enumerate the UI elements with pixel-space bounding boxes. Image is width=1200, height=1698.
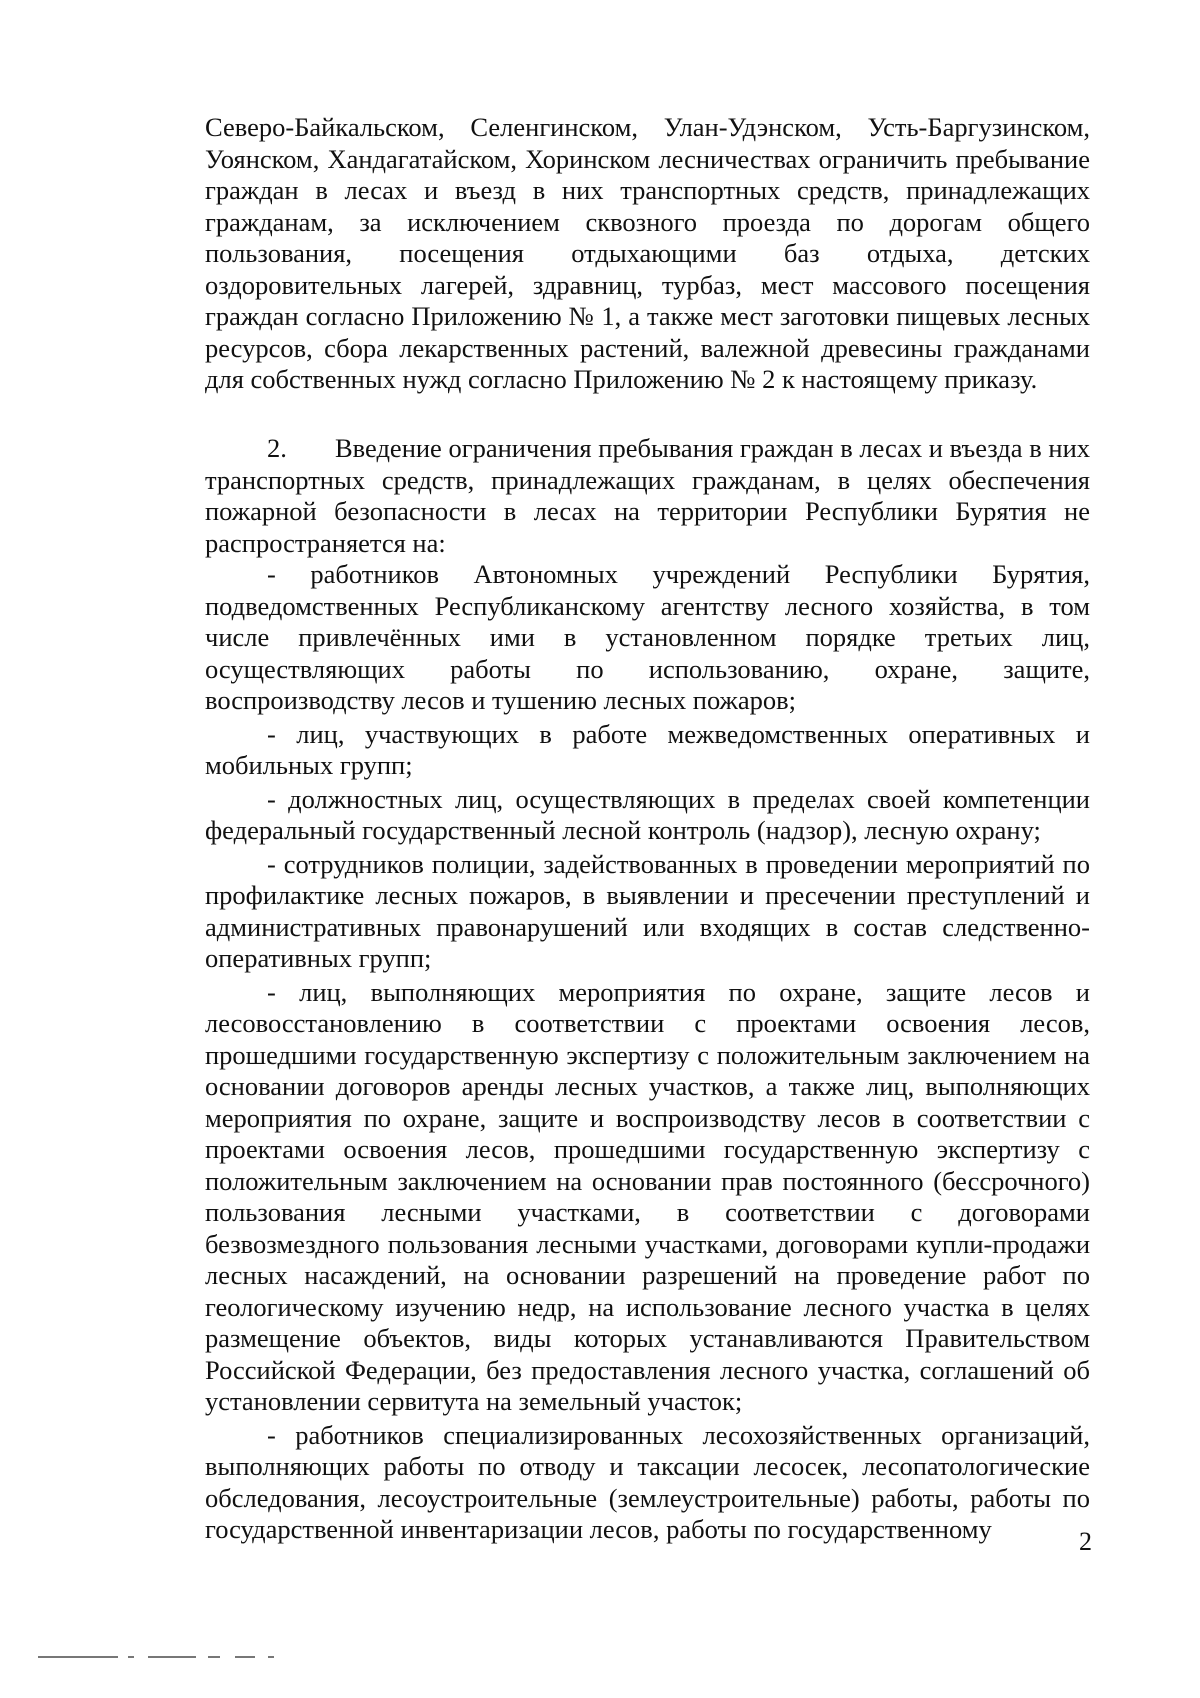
scan-artifact-line: [268, 1656, 274, 1658]
section-2-block: [205, 433, 1090, 1546]
exemption-item: - лиц, выполняющих мероприятия по охране, защите лесов и лесовосстановлению в соответствии с проектами освоения лесов, прошедшими государственную экспертизу с положительным заключением на основании договоров аренды лесных участков, а также лиц, выполняющих мероприятия по охране, защите и воспроизводству лесов в соответствии с проектами освоения лесов, прошедшими государственную экспертизу с положительным заключением на основании прав постоянного (бессрочного) пользования лесными участками, в соответствии с договорами безвозмездного пользования лесными участками, договорами купли-продажи лесных насаждений, на основании разрешений на проведение работ по геологическому изучению недр, на использование лесного участка в целях размещение объектов, виды которых устанавливаются Правительством Российской Федерации, без предоставления лесного участка, соглашений об установлении сервитута на земельный участок;: [205, 976, 1090, 1416]
scan-artifact-line: [208, 1656, 220, 1658]
exemption-item: - сотрудников полиции, задействованных в проведении мероприятий по профилактике лесных пожаров, в выявлении и пресечении преступлений и административных правонарушений или входящих в состав следственно-оперативных групп;: [205, 848, 1090, 973]
scan-artifact-line: [128, 1656, 134, 1658]
section-2-intro-paragraph: [205, 433, 1090, 559]
exemption-item: - работников специализированных лесохозяйственных организаций, выполняющих работы по отводу и таксации лесосек, лесопатологические обследования, лесоустроительные (землеустроительные) работы, работы по государственной инвентаризации лесов, работы по государственному: [205, 1419, 1090, 1544]
exemption-item: - должностных лиц, осуществляющих в пределах своей компетенции федеральный государственный лесной контроль (надзор), лесную охрану;: [205, 783, 1090, 845]
section-2-intro-text: Введение ограничения пребывания граждан в лесах и въезда в них транспортных средств, принадлежащих гражданам, в целях обеспечения пожарной безопасности в лесах на территории Республики Бурятия не распространяется на:: [205, 433, 1090, 558]
exemption-item: - лиц, участвующих в работе межведомственных оперативных и мобильных групп;: [205, 718, 1090, 780]
continuation-paragraph-block: [205, 112, 1090, 396]
scan-artifact-line: [38, 1656, 118, 1658]
page-number: 2: [1079, 1527, 1092, 1556]
scan-artifact-line: [235, 1656, 255, 1658]
scan-artifact-line: [148, 1656, 196, 1658]
section-number: 2.: [267, 433, 287, 463]
exemption-item: - работников Автономных учреждений Республики Бурятия, подведомственных Республиканскому агентству лесного хозяйства, в том числе привлечённых ими в установленном порядке третьих лиц, осуществляющих работы по использованию, охране, защите, воспроизводству лесов и тушению лесных пожаров;: [205, 559, 1090, 715]
continuation-paragraph: Северо-Байкальском, Селенгинском, Улан-Удэнском, Усть-Баргузинском, Уоянском, Хандагатайском, Хоринском лесничествах ограничить пребывание граждан в лесах и въезд в них транспортных средств, принадлежащих гражданам, за исключением сквозного проезда по дорогам общего пользования, посещения отдыхающими баз отдыха, детских оздоровительных лагерей, здравниц, турбаз, мест массового посещения граждан согласно Приложению № 1, а также мест заготовки пищевых лесных ресурсов, сбора лекарственных растений, валежной древесины гражданами для собственных нужд согласно Приложению № 2 к настоящему приказу.: [205, 112, 1090, 394]
